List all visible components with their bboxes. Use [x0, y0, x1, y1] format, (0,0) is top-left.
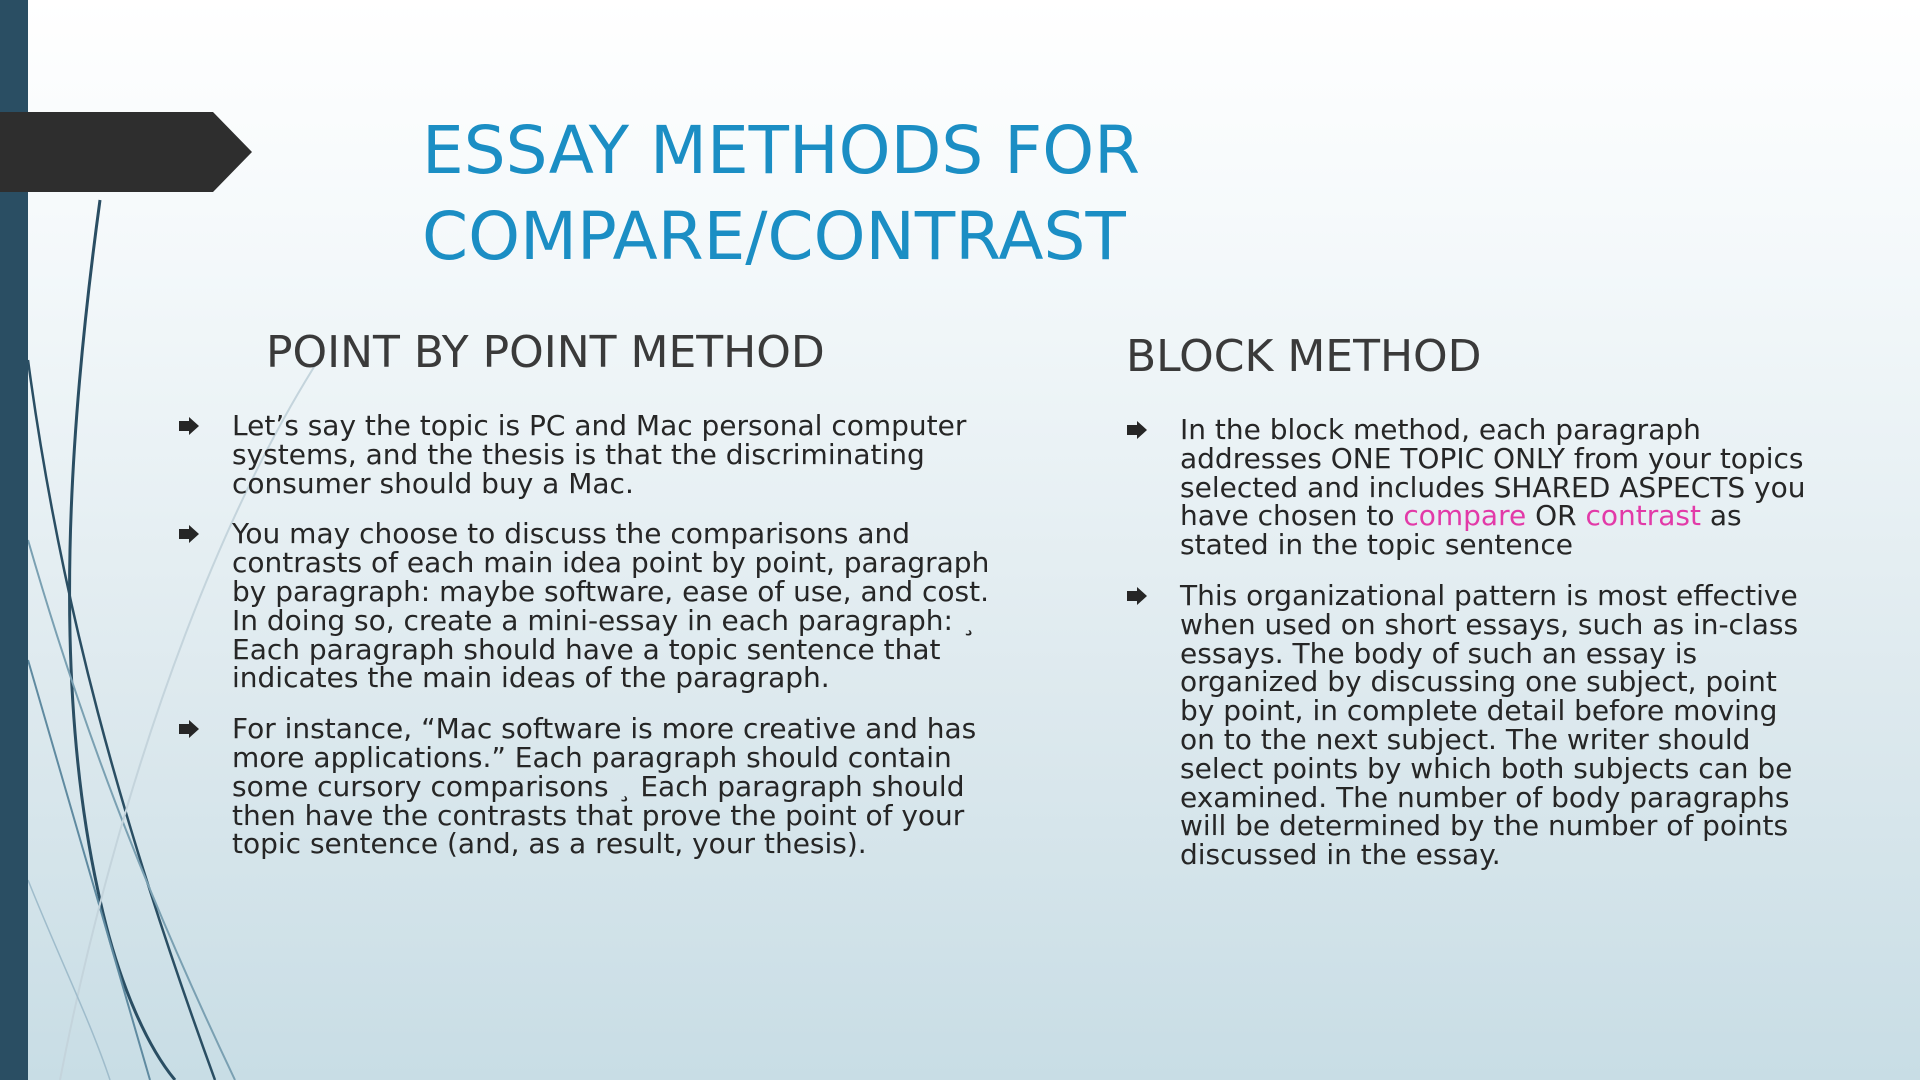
- list-item: [178, 409, 1018, 500]
- list-item: [178, 712, 1018, 861]
- bullet-text: For instance, “Mac software is more creative and has more applications.” Each paragraph should contain some cursory comparisons ¸ Each paragraph should then have the contrasts that prove the point of your topic sentence (and, as a result, your thesis).: [232, 712, 977, 861]
- arrow-bullet-icon: [178, 416, 200, 436]
- bullet-text-part: In the block method, each paragraph addresses ONE TOPIC ONLY from your topics selected and includes SHARED ASPECTS you have chosen to: [1180, 413, 1806, 533]
- arrow-bullet-icon: [1126, 586, 1148, 606]
- arrow-bullet-icon: [178, 524, 200, 544]
- highlight-contrast: contrast: [1585, 499, 1701, 533]
- bullet-text: This organizational pattern is most effective when used on short essays, such as in-class essays. The body of such an essay is organized by discussing one subject, point by point, in complete detail before moving on to the next subject. The writer should select points by which both subjects can be examined. The number of body paragraphs will be determined by the number of points discussed in the essay.: [1180, 578, 1799, 872]
- tab-arrow-shape: [0, 112, 255, 192]
- bullet-text: Let’s say the topic is PC and Mac personal computer systems, and the thesis is that the discriminating consumer should buy a Mac.: [232, 409, 967, 500]
- bullet-text-part: as stated in the topic sentence: [1180, 499, 1742, 562]
- list-item: [1126, 578, 1806, 872]
- block-method-list: [1126, 413, 1806, 892]
- slide-title: [422, 108, 1522, 280]
- arrow-bullet-icon: [178, 719, 200, 739]
- list-item: [1126, 413, 1806, 562]
- slide-title-line-1: ESSAY METHODS FOR: [422, 112, 1141, 189]
- slide-title-line-2: COMPARE/CONTRAST: [422, 198, 1126, 275]
- highlight-compare: compare: [1403, 499, 1527, 533]
- bullet-text-part: OR: [1526, 499, 1586, 533]
- point-by-point-list: [178, 409, 1018, 881]
- list-item: [178, 517, 1018, 695]
- bullet-text: You may choose to discuss the comparisons and contrasts of each main idea point by point, paragraph by paragraph: maybe software, ease of use, and cost. In doing so, create a mini-essay in each paragraph: ¸ Each paragraph should have a topic sentence that indicates the main ideas of the paragraph.: [232, 517, 990, 695]
- bullet-text: [1180, 413, 1805, 561]
- block-method-heading: BLOCK METHOD: [1126, 331, 1482, 382]
- point-by-point-heading: POINT BY POINT METHOD: [266, 327, 825, 378]
- arrow-bullet-icon: [1126, 420, 1148, 440]
